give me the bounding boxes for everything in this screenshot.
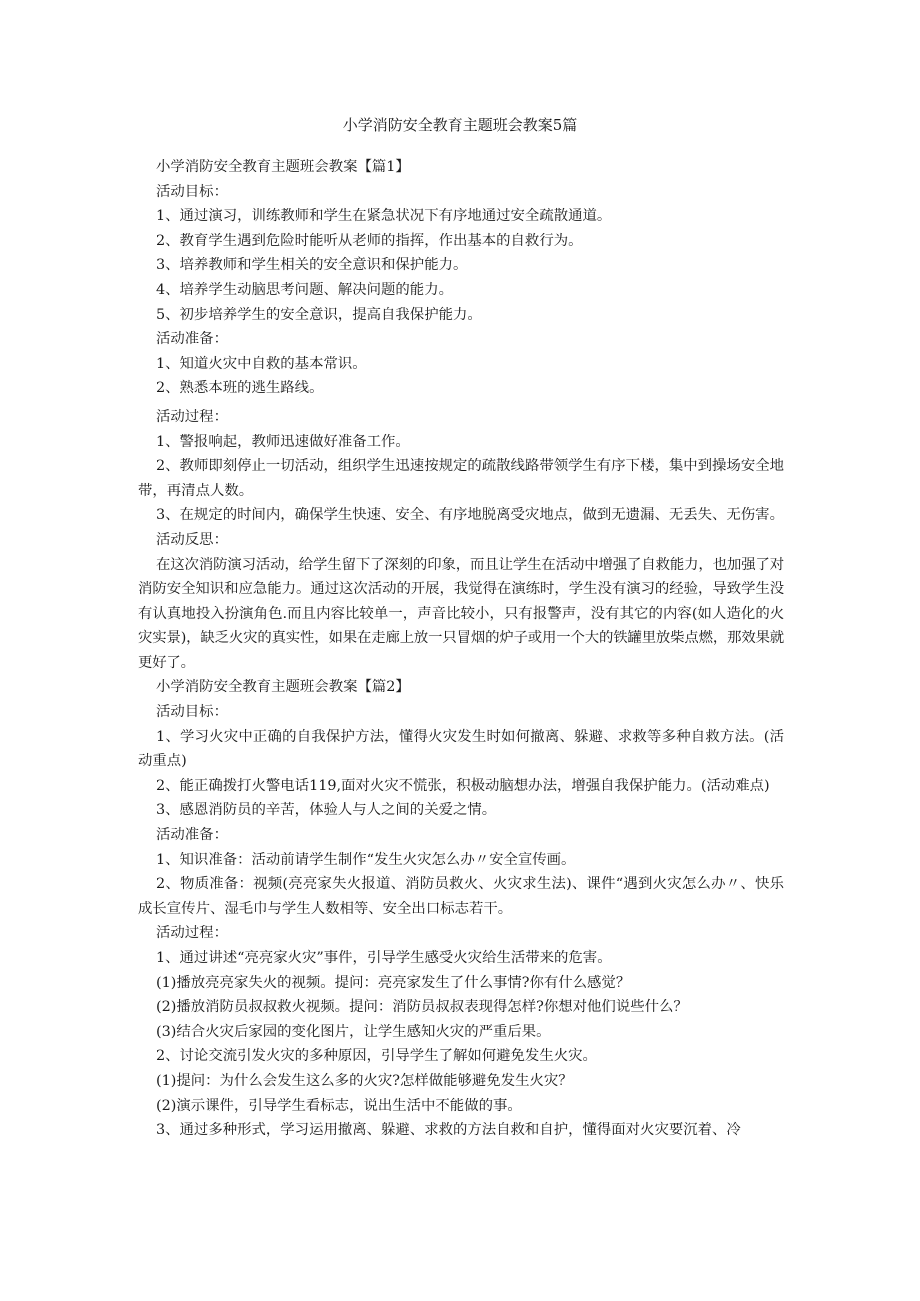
subheading-process: 活动过程： bbox=[156, 925, 228, 942]
paragraph: 3、通过多种形式，学习运用撤离、躲避、求救的方法自救和自护，懂得面对火灾要沉着、冷 bbox=[156, 1122, 741, 1139]
paragraph: 1、通过演习，训练教师和学生在紧急状况下有序地通过安全疏散通道。 bbox=[156, 208, 612, 225]
paragraph: 5、初步培养学生的安全意识，提高自我保护能力。 bbox=[156, 306, 482, 323]
paragraph: 2、熟悉本班的逃生路线。 bbox=[156, 380, 324, 397]
paragraph: 4、培养学生动脑思考问题、解决问题的能力。 bbox=[156, 281, 453, 298]
subheading-reflection: 活动反思： bbox=[156, 531, 228, 548]
subheading-goals: 活动目标： bbox=[156, 704, 228, 721]
paragraph: (1)播放亮亮家失火的视频。提问：亮亮家发生了什么事情?你有什么感觉？ bbox=[156, 974, 631, 991]
paragraph: (2)演示课件，引导学生看标志，说出生活中不能做的事。 bbox=[156, 1097, 522, 1114]
paragraph: 2、能正确拨打火警电话119,面对火灾不慌张，积极动脑想办法，增强自我保护能力。(活动难点) bbox=[156, 777, 770, 794]
section-heading-2: 小学消防安全教育主题班会教案【篇2】 bbox=[156, 679, 410, 696]
subheading-preparation: 活动准备： bbox=[156, 827, 228, 844]
paragraph: 3、培养教师和学生相关的安全意识和保护能力。 bbox=[156, 257, 468, 274]
paragraph: 2、物质准备：视频(亮亮家失火报道、消防员救火、火灾求生法)、课件“遇到火灾怎么办〃、快乐成长宣传片、湿毛巾与学生人数相等、安全出口标志若干。 bbox=[138, 876, 784, 917]
document-body bbox=[138, 155, 784, 1143]
paragraph: 2、教师即刻停止一切活动，组织学生迅速按规定的疏散线路带领学生有序下楼，集中到操场安全地带，再清点人数。 bbox=[138, 458, 784, 499]
paragraph: 1、知道火灾中自救的基本常识。 bbox=[156, 355, 367, 372]
paragraph: 在这次消防演习活动，给学生留下了深刻的印象，而且让学生在活动中增强了自救能力，也加强了对消防安全知识和应急能力。通过这次活动的开展，我觉得在演练时，学生没有演习的经验，导致学生没有认真地投入扮演角色.而且内容比较单一，声音比较小，只有报警声，没有其它的内容(如人造化的火灾实景)，缺乏火灾的真实性，如果在走廊上放一只冒烟的炉子或用一个大的铁罐里放柴点燃，那效果就更好了。 bbox=[138, 556, 784, 671]
document-title: 小学消防安全教育主题班会教案5篇 bbox=[342, 116, 578, 134]
subheading-goals: 活动目标： bbox=[156, 183, 228, 200]
paragraph: (2)播放消防员叔叔救火视频。提问：消防员叔叔表现得怎样?你想对他们说些什么？ bbox=[156, 999, 688, 1016]
paragraph: 1、警报响起，教师迅速做好准备工作。 bbox=[156, 433, 410, 450]
paragraph: 3、感恩消防员的辛苦，体验人与人之间的关爱之情。 bbox=[156, 802, 497, 819]
paragraph: 3、在规定的时间内，确保学生快速、安全、有序地脱离受灾地点，做到无遗漏、无丢失、无伤害。 bbox=[156, 507, 784, 524]
section-heading-1: 小学消防安全教育主题班会教案【篇1】 bbox=[156, 159, 410, 175]
subheading-process: 活动过程： bbox=[156, 408, 228, 425]
paragraph: 2、教育学生遇到危险时能听从老师的指挥，作出基本的自救行为。 bbox=[156, 232, 583, 249]
paragraph: (1)提问：为什么会发生这么多的火灾?怎样做能够避免发生火灾？ bbox=[156, 1072, 573, 1089]
paragraph: 1、通过讲述“亮亮家火灾”事件，引导学生感受火灾给生活带来的危害。 bbox=[156, 950, 612, 966]
paragraph: (3)结合火灾后家园的变化图片，让学生感知火灾的严重后果。 bbox=[156, 1023, 551, 1040]
paragraph: 2、讨论交流引发火灾的多种原因，引导学生了解如何避免发生火灾。 bbox=[156, 1048, 597, 1065]
subheading-preparation: 活动准备： bbox=[156, 331, 228, 348]
paragraph: 1、学习火灾中正确的自我保护方法，懂得火灾发生时如何撤离、躲避、求救等多种自救方法。(活动重点) bbox=[138, 728, 784, 770]
paragraph: 1、知识准备：活动前请学生制作“发生火灾怎么办〃安全宣传画。 bbox=[156, 851, 576, 868]
